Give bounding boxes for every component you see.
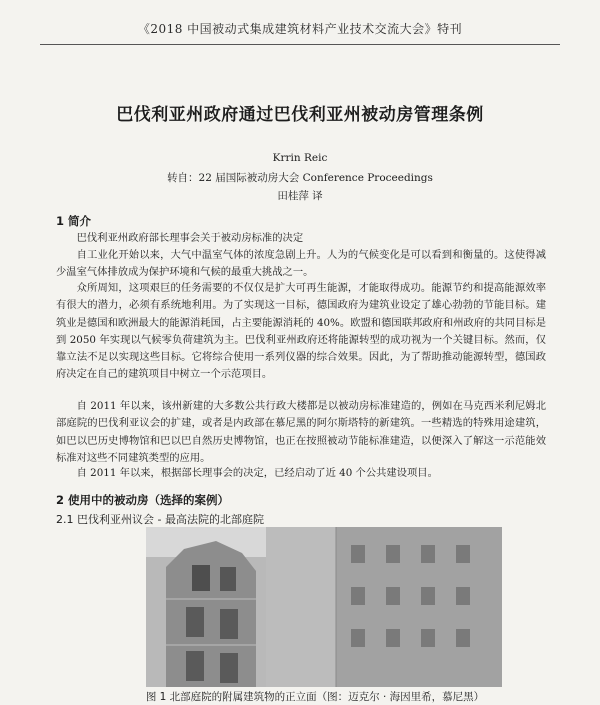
body-paragraph: 自工业化开始以来，大气中温室气体的浓度急剧上升。人为的气候变化是可以看到和衡量的。这使得减少温室气体排放成为保护环境和气候的最重大挑战之一。 (56, 249, 546, 279)
author-line: Krrin Reic (272, 152, 328, 164)
article-title: 巴伐利亚州政府通过巴伐利亚州被动房管理条例 (116, 105, 484, 125)
section-heading-case-studies: 2 使用中的被动房（选择的案例） (56, 493, 230, 507)
header-rule (40, 44, 560, 45)
body-paragraph: 巴伐利亚州政府部长理事会关于被动房标准的决定 (76, 232, 304, 244)
translator-line: 田桂萍 译 (277, 190, 323, 202)
subsection-heading: 2.1 巴伐利亚州议会 - 最高法院的北部庭院 (56, 513, 264, 526)
body-paragraph: 众所周知，这项艰巨的任务需要的不仅仅是扩大可再生能源，才能取得成功。能源节约和提高能源效率有很大的潜力，必须有系统地利用。为了实现这一目标，德国政府为建筑业设定了雄心勃勃的节能目标。建筑业是德国和欧洲最大的能源消耗国，占主要能源消耗的 40%。欧盟和德国联邦政府和州政府的共同目标是到 2050 年实现以气候零负荷建筑为主。巴伐利亚州政府还将能源转型的成功视为一个关键目标。然而，仅靠立法不足以实现这些目标。它将综合使用一系列仪器的综合效果。因此，为了帮助推动能源转型，德国政府决定在自己的建筑项目中树立一个示范项目。 (56, 282, 546, 381)
body-paragraph: 自 2011 年以来，该州新建的大多数公共行政大楼都是以被动房标准建造的，例如在马克西米利尼姆北部庭院的巴伐利亚议会的扩建，或者是内政部在慕尼黑的阿尔斯塔特的新建筑。一些精选的特殊用途建筑，如巴以巴历史博物馆和巴以巴自然历史博物馆，也正在按照被动节能标准建造，以便深入了解这一示范能效标准对这些不同建筑类型的应用。 (56, 400, 546, 464)
running-header: 《2018 中国被动式集成建筑材料产业技术交流大会》特刊 (137, 22, 463, 36)
section-heading-introduction: 1 简介 (56, 214, 92, 228)
source-line: 转自：22 届国际被动房大会 Conference Proceedings (167, 172, 433, 184)
figure-caption: 图 1 北部庭院的附属建筑物的正立面（图：迈克尔 · 海因里希，慕尼黑） (145, 691, 485, 703)
building-facade-photo (146, 527, 502, 687)
body-paragraph: 自 2011 年以来，根据部长理事会的决定，已经启动了近 40 个公共建设项目。 (76, 467, 438, 479)
